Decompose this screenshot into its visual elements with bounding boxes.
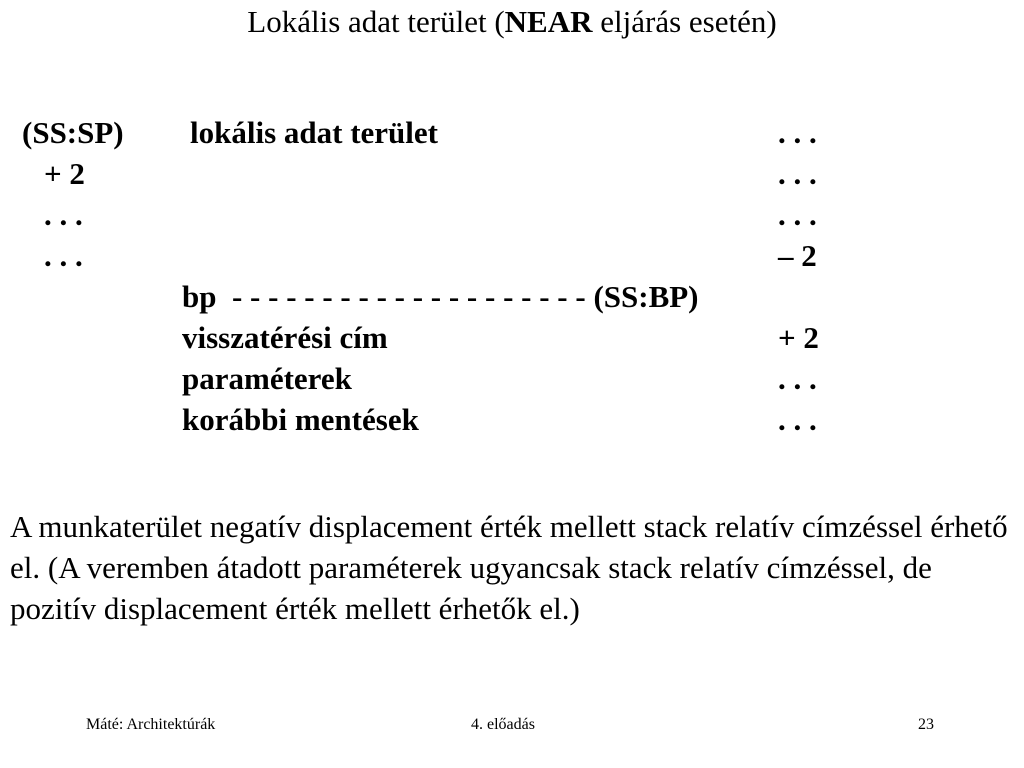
- stack-diagram: [0, 112, 1024, 462]
- stack-row-right: . . .: [778, 115, 817, 150]
- footer-lecture: 4. előadás: [471, 716, 535, 733]
- stack-row: [0, 399, 1024, 440]
- stack-row-left: . . .: [44, 197, 83, 232]
- footer-page-number: 23: [918, 716, 934, 733]
- stack-row-right: + 2: [778, 320, 819, 355]
- stack-row-left: + 2: [44, 156, 85, 191]
- slide-title-bold: NEAR: [504, 4, 593, 39]
- stack-row-bp: [0, 276, 1024, 317]
- stack-row-right: . . .: [778, 361, 817, 396]
- stack-row-middle: korábbi mentések: [182, 402, 419, 437]
- stack-row-right: . . .: [778, 402, 817, 437]
- stack-row: [0, 153, 1024, 194]
- bp-marker-line: bp - - - - - - - - - - - - - - - - - - - - (SS:BP): [182, 279, 699, 314]
- slide-title-pre: Lokális adat terület (: [247, 4, 505, 39]
- stack-row-middle: paraméterek: [182, 361, 352, 396]
- stack-row: [0, 358, 1024, 399]
- slide-title: [0, 2, 1024, 42]
- stack-row: [0, 194, 1024, 235]
- stack-row-right: . . .: [778, 156, 817, 191]
- stack-row-left: . . .: [44, 238, 83, 273]
- stack-row: [0, 317, 1024, 358]
- stack-row-middle: lokális adat terület: [190, 115, 438, 150]
- stack-row: [0, 112, 1024, 153]
- stack-row-left: (SS:SP): [22, 115, 124, 150]
- footer-author: Máté: Architektúrák: [86, 716, 216, 733]
- slide-title-post: eljárás esetén): [592, 4, 777, 39]
- stack-row-right: – 2: [778, 238, 817, 273]
- stack-row-right: . . .: [778, 197, 817, 232]
- stack-row-middle: visszatérési cím: [182, 320, 388, 355]
- explanation-paragraph: A munkaterület negatív displacement érték mellett stack relatív címzéssel érhető el. (A veremben átadott paraméterek ugyancsak stack relatív címzéssel, de pozitív displacement érték mellett érhetők el.): [10, 509, 1008, 626]
- stack-row: [0, 235, 1024, 276]
